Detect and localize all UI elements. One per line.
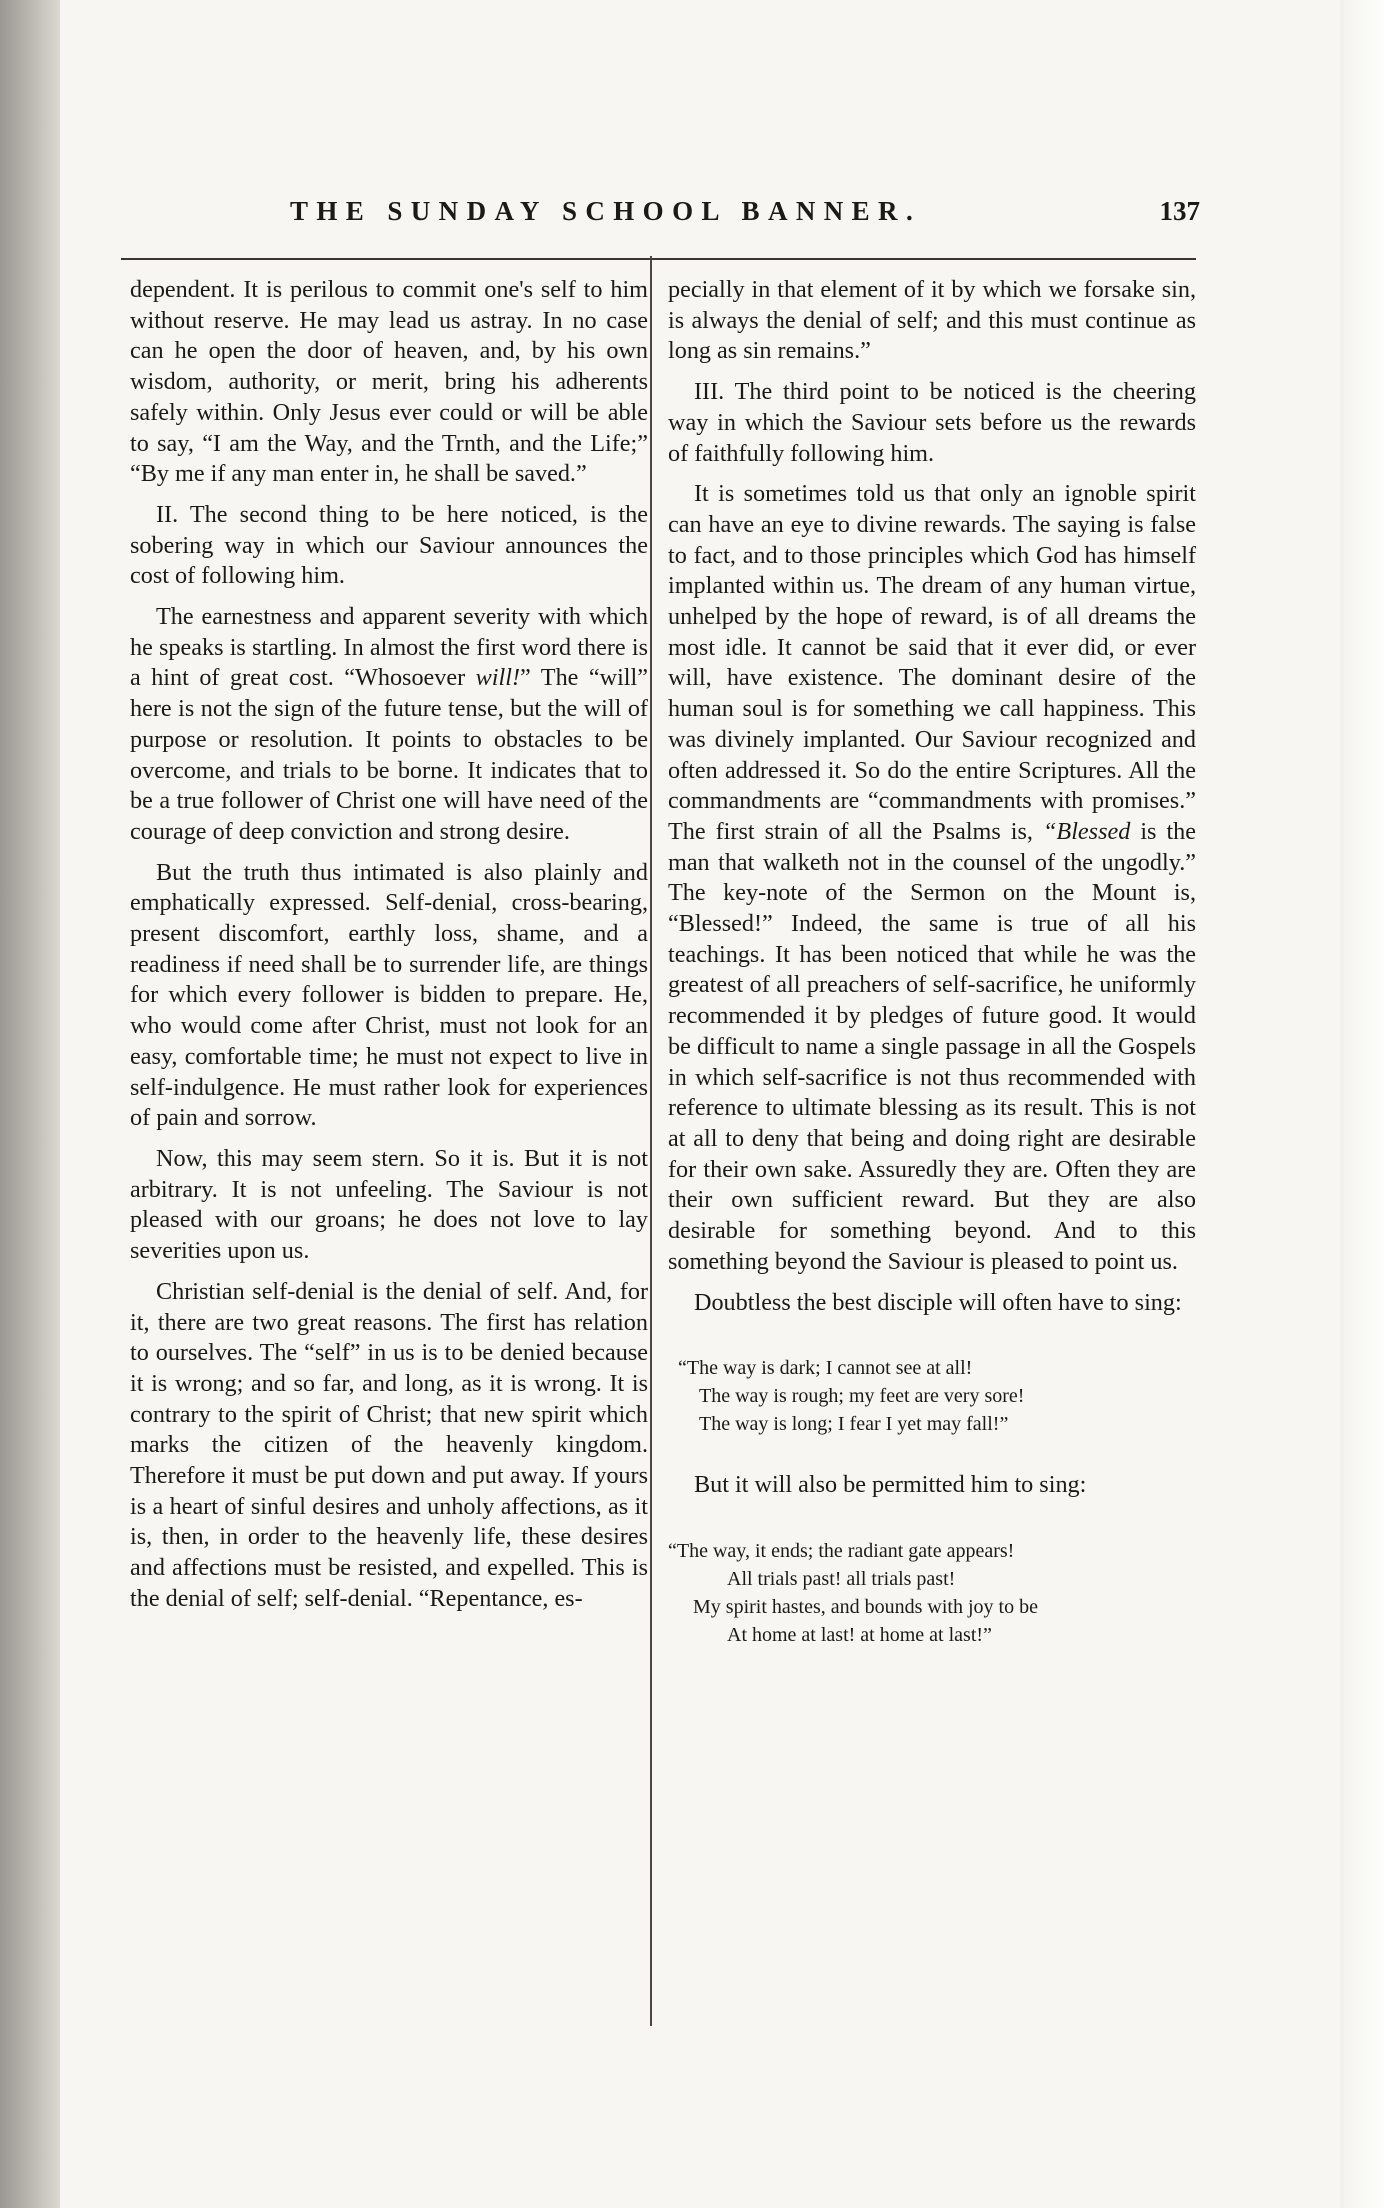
paragraph: But the truth thus intimated is also plainly and emphatically expressed. Self-denial, cross-bearing, present discomfort, earthly loss, shame, and a readiness if need shall be to surrender life, are things for which every follower is bidden to prepare. He, who would come after Christ, must not look for an easy, comfortable time; he must not expect to live in self-indulgence. He must rather look for experiences of pain and sorrow.	[130, 858, 648, 1132]
verse-line: All trials past! all trials past!	[727, 1567, 956, 1590]
paragraph-text: The earnestness and apparent severity with which he speaks is startling. In almost the first word there is a hint of great cost.	[130, 603, 648, 692]
left-column	[130, 275, 648, 1625]
paragraph: Christian self-denial is the denial of self. And, for it, there are two great reasons. The first has relation to ourselves. The “self” in us is to be denied because it is wrong; and so far, and long, as it is wrong. It is contrary to the spirit of Christ; that new spirit which marks the citizen of the heavenly kingdom. Therefore it must be put down and put away. If yours is a heart of sinful desires and unholy affections, as it is, then, in order to the heavenly life, these desires and affections must be resisted, and expelled. This is the denial of self; self-denial. “Repentance, es-	[130, 1277, 648, 1612]
emphasis-blessed: “Blessed	[1042, 817, 1131, 845]
paragraph: Now, this may seem stern. So it is. But it is not arbitrary. It is not unfeeling. The Saviour is not pleased with our groans; he does not love to lay severities upon us.	[130, 1144, 648, 1265]
header-rule	[121, 258, 1196, 260]
running-header	[290, 196, 1200, 236]
verse-home-at-last	[668, 1537, 1196, 1649]
right-column	[668, 275, 1196, 1681]
paragraph	[668, 479, 1196, 1277]
page-number: 137	[1159, 196, 1200, 226]
paragraph: The earnestness and apparent severity with which he speaks is startling. In almost the first word there is a hint of great cost. “Whosoever will!” The “will” here is not the sign of the future tense, but the will of purpose or resolution. It points to obstacles to be overcome, and trials to be borne. It indicates that to be a true follower of Christ one will have need of the courage of deep conviction and strong desire.	[130, 603, 648, 845]
paragraph: III. The third point to be noticed is the cheering way in which the Saviour sets before us the rewards of faithfully following him.	[668, 378, 1196, 467]
column-rule	[650, 256, 652, 2026]
paragraph: II. The second thing to be here noticed, is the sobering way in which our Saviour announces the cost of following him.	[130, 500, 648, 590]
verse-line: The way is rough; my feet are very sore!	[699, 1385, 1025, 1408]
paragraph: dependent. It is perilous to commit one's self to him without reserve. He may lead us astray. In no case can he open the door of heaven, and, by his own wisdom, authority, or merit, bring his adherents safely within. Only Jesus ever could or will be able to say, “I am the Way, and the Trnth, and the Life;” “By me if any man enter in, he shall be saved.”	[130, 276, 648, 488]
paragraph-text: The “will” here is not the sign of the future tense, but the will of purpose or resolution. It points to obstacles to be overcome, and trials to be borne. It indicates that to be a true follower of Christ one will have need of the courage of deep conviction and strong desire.	[130, 664, 648, 845]
verse-line: “The way is dark; I cannot see at all!	[678, 1357, 973, 1380]
paragraph: pecially in that element of it by which we forsake sin, is always the denial of self; and this must continue as long as sin remains.”	[668, 276, 1196, 365]
verse-line: At home at last! at home at last!”	[727, 1623, 992, 1646]
verse-line: “The way, it ends; the radiant gate appears!	[668, 1539, 1015, 1562]
verse-dark-way	[668, 1354, 1196, 1438]
quoted-text: Whosoever	[355, 664, 466, 692]
verse-line: My spirit hastes, and bounds with joy to be	[693, 1595, 1038, 1618]
paragraph-text: is the man that walketh not in the counsel of the ungodly.” The key-note of the Sermon on the Mount is, “Blessed!” Indeed, the same is true of all his teachings. It has been noticed that while he was the greatest of all preachers of self-sacrifice, he uniformly recommended it by pledges of future good. It would be difficult to name a single passage in all the Gospels in which self-sacrifice is not thus recommended with reference to ultimate blessing as its result. This is not at all to deny that being and doing right are desirable for their own sake. Assuredly they are. Often they are their own sufficient reward. But they are also desirable for something beyond. And to this something beyond the Saviour is pleased to point us.	[668, 817, 1197, 1275]
page-right-edge	[1344, 0, 1384, 2208]
running-title: THE SUNDAY SCHOOL BANNER.	[290, 196, 922, 226]
paragraph: Doubtless the best disciple will often have to sing:	[694, 1288, 1182, 1316]
paragraph-text: It is sometimes told us that only an ignoble spirit can have an eye to divine rewards. The saying is false to fact, and to those principles which God has himself implanted within us. The dream of any human virtue, unhelped by the hope of reward, is of all dreams the most idle. It cannot be said that it ever did, or ever will, have existence. The dominant desire of the human soul is for something we call happiness. This was divinely implanted. Our Saviour recognized and often addressed it. So do the entire Scriptures. All the commandments are “commandments with promises.” The first strain of all the Psalms is,	[668, 480, 1196, 845]
verse-line: The way is long; I fear I yet may fall!”	[699, 1413, 1009, 1436]
paragraph: But it will also be permitted him to sing:	[694, 1471, 1087, 1499]
emphasis-will: will!	[475, 664, 521, 692]
